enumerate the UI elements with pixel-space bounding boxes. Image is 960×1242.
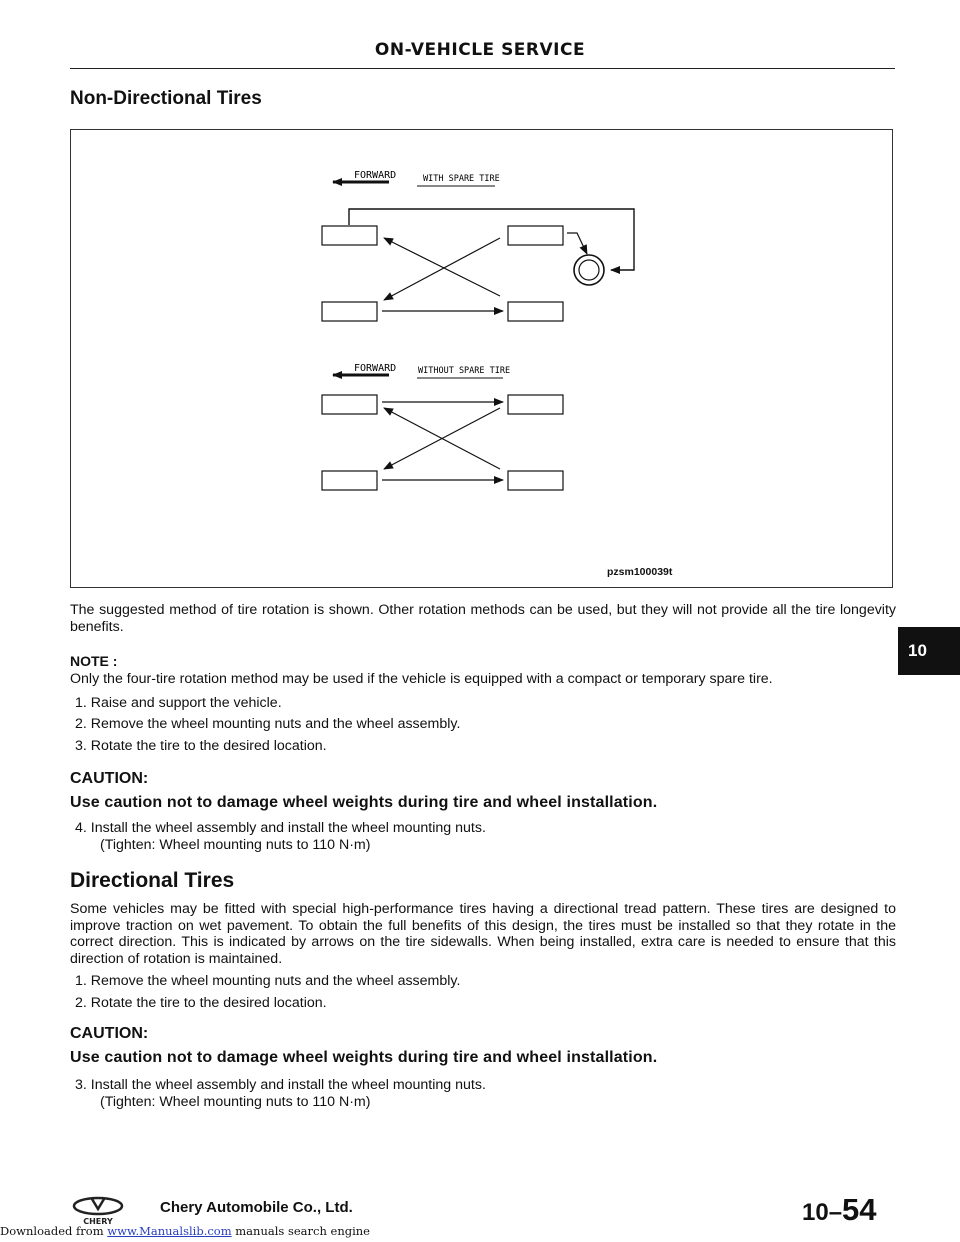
tire-rear-right [508, 471, 563, 490]
without-spare-diagram [322, 363, 563, 490]
with-spare-caption: WITH SPARE TIRE [423, 174, 500, 184]
caution-label: CAUTION: [70, 1025, 149, 1042]
step-item: 2. Rotate the tire to the desired location. [75, 995, 327, 1011]
chapter-tab [898, 627, 960, 675]
section-title-non-directional: Non-Directional Tires [70, 88, 262, 109]
tire-front-right [322, 471, 377, 490]
tire-rear-left [508, 226, 563, 245]
note-text: Only the four-tire rotation method may be used if the vehicle is equipped with a compact or temporary spare tire. [70, 671, 773, 687]
caution-text: Use caution not to damage wheel weights during tire and wheel installation. [70, 794, 658, 811]
tire-rotation-figure [70, 129, 893, 588]
chapter-tab-label: 10 [908, 641, 927, 660]
company-name: Chery Automobile Co., Ltd. [160, 1199, 353, 1216]
with-spare-diagram [322, 170, 634, 321]
footer-prefix: Downloaded from [0, 1224, 108, 1238]
step-item: 3. Install the wheel assembly and install the wheel mounting nuts. [75, 1077, 486, 1093]
rotation-arrow [567, 233, 587, 254]
tire-rear-left [508, 395, 563, 414]
section2-intro: Some vehicles may be fitted with special high-performance tires having a directional tread pattern. These tires are designed to improve traction on wet pavement. To obtain the full benefits of this design, the tires must be installed so that they rotate in the correct direction. This is indicated by arrows on the tire sidewalls. When being installed, extra care is needed to ensure that this direction of rotation is maintained. [70, 901, 896, 967]
header-divider [70, 68, 895, 69]
step-item: 2. Remove the wheel mounting nuts and the wheel assembly. [75, 716, 461, 732]
step-item: 1. Raise and support the vehicle. [75, 695, 282, 711]
torque-spec: (Tighten: Wheel mounting nuts to 110 N·m) [100, 1094, 371, 1110]
section-title-directional: Directional Tires [70, 869, 235, 892]
step-item: 3. Rotate the tire to the desired location. [75, 738, 327, 754]
tire-front-right [322, 302, 377, 321]
tire-front-left [322, 226, 377, 245]
step-item: 4. Install the wheel assembly and install the wheel mounting nuts. [75, 820, 486, 836]
logo-text: CHERY [83, 1217, 113, 1226]
caution-text: Use caution not to damage wheel weights during tire and wheel installation. [70, 1049, 658, 1066]
tire-rear-right [508, 302, 563, 321]
footer-suffix: manuals search engine [231, 1224, 370, 1238]
rotation-diagram [71, 130, 894, 589]
page-number [802, 1192, 877, 1228]
note-label: NOTE : [70, 653, 118, 669]
step-item: 1. Remove the wheel mounting nuts and the wheel assembly. [75, 973, 461, 989]
chery-logo [70, 1196, 126, 1226]
page-num: 54 [842, 1192, 877, 1227]
forward-label: FORWARD [354, 170, 397, 181]
torque-spec: (Tighten: Wheel mounting nuts to 110 N·m) [100, 837, 371, 853]
page-prefix: 10– [802, 1199, 843, 1226]
download-footer [0, 1224, 370, 1238]
caution-label: CAUTION: [70, 770, 149, 787]
page-header: ON-VEHICLE SERVICE [374, 40, 586, 60]
forward-label: FORWARD [354, 363, 397, 374]
tire-front-left [322, 395, 377, 414]
section1-intro: The suggested method of tire rotation is shown. Other rotation methods can be used, but they will not provide all the tire longevity benefits. [70, 602, 896, 635]
without-spare-caption: WITHOUT SPARE TIRE [418, 366, 511, 376]
figure-id: pzsm100039t [607, 566, 673, 578]
manualslib-link[interactable]: www.Manualslib.com [107, 1224, 232, 1238]
